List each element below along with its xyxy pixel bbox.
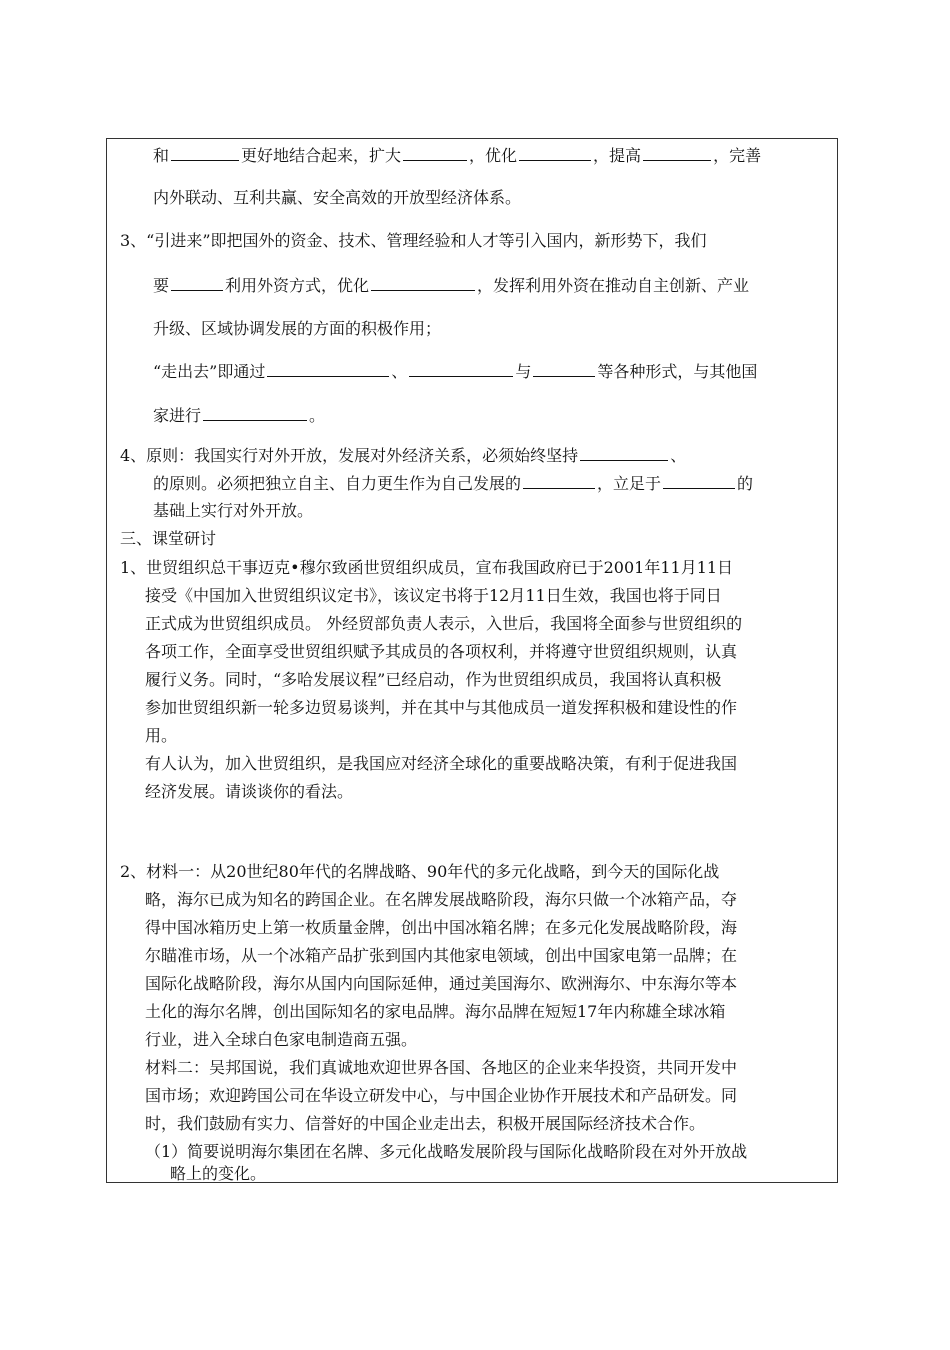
study1-line: 正式成为世贸组织成员。 外经贸部负责人表示，入世后，我国将全面参与世贸组织的 <box>145 614 743 633</box>
q3-line-3: 升级、区域协调发展的方面的积极作用； <box>153 319 442 338</box>
study1-line: 接受《中国加入世贸组织议定书》，该议定书将于12月11日生效，我国也将于同日 <box>145 586 722 605</box>
study2-line: 土化的海尔名牌，创出国际知名的家电品牌。海尔品牌在短短17年内称雄全球冰箱 <box>145 1002 726 1021</box>
blank[interactable] <box>267 360 389 377</box>
blank[interactable] <box>519 144 591 161</box>
blank[interactable] <box>403 144 467 161</box>
q3-line-4: “走出去”即通过 、 与 等各种形式，与其他国 <box>153 362 758 381</box>
study2-line: 尔瞄准市场，从一个冰箱产品扩张到国内其他家电领域，创出中国家电第一品牌；在 <box>145 946 738 965</box>
study2-line: 材料二：吴邦国说，我们真诚地欢迎世界各国、各地区的企业来华投资，共同开发中 <box>145 1058 738 1077</box>
blank[interactable] <box>171 274 223 291</box>
q3-line-2: 要 利用外资方式，优化 ，发挥利用外资在推动自主创新、产业 <box>153 276 750 295</box>
study2-line: 国际化战略阶段，海尔从国内向国际延伸，通过美国海尔、欧洲海尔、中东海尔等本 <box>145 974 738 993</box>
study1-line: 1、世贸组织总干事迈克•穆尔致函世贸组织成员，宣布我国政府已于2001年11月11日 <box>120 558 734 577</box>
study2-line: 时，我们鼓励有实力、信誉好的中国企业走出去，积极开展国际经济技术合作。 <box>145 1114 706 1133</box>
study2-line: 得中国冰箱历史上第一枚质量金牌，创出中国冰箱名牌；在多元化发展战略阶段，海 <box>145 918 738 937</box>
study1-line: 有人认为，加入世贸组织，是我国应对经济全球化的重要战略决策，有利于促进我国 <box>145 754 738 773</box>
study2-line: 略上的变化。 <box>170 1164 267 1183</box>
fill-line-2: 内外联动、互利共赢、安全高效的开放型经济体系。 <box>153 188 522 207</box>
study1-line: 经济发展。请谈谈你的看法。 <box>145 782 354 801</box>
blank[interactable] <box>663 472 735 489</box>
blank[interactable] <box>533 360 595 377</box>
q3-line-5: 家进行 。 <box>153 406 326 425</box>
study1-line: 参加世贸组织新一轮多边贸易谈判，并在其中与其他成员一道发挥积极和建设性的作 <box>145 698 738 717</box>
blank[interactable] <box>203 404 307 421</box>
fill-line-1: 和 更好地结合起来，扩大 ，优化 ，提高 ，完善 <box>153 146 762 165</box>
q4-line-2: 的原则。必须把独立自主、自力更生作为自己发展的 ，立足于 的 <box>153 474 754 493</box>
section-heading: 三、课堂研讨 <box>120 529 217 548</box>
blank[interactable] <box>171 144 239 161</box>
study1-line: 履行义务。同时，“多哈发展议程”已经启动，作为世贸组织成员，我国将认真积极 <box>145 670 722 689</box>
study2-line: 国市场；欢迎跨国公司在华设立研发中心，与中国企业协作开展技术和产品研发。同 <box>145 1086 738 1105</box>
study1-line: 各项工作，全面享受世贸组织赋予其成员的各项权利，并将遵守世贸组织规则，认真 <box>145 642 738 661</box>
blank[interactable] <box>580 444 668 461</box>
blank[interactable] <box>371 274 475 291</box>
q3-line-1: 3、“引进来”即把国外的资金、技术、管理经验和人才等引入国内，新形势下，我们 <box>120 231 707 250</box>
study1-line: 用。 <box>145 726 178 745</box>
blank[interactable] <box>643 144 711 161</box>
study2-line: （1）简要说明海尔集团在名牌、多元化战略发展阶段与国际化战略阶段在对外开放战 <box>145 1142 748 1161</box>
blank[interactable] <box>523 472 595 489</box>
study2-line: 略，海尔已成为知名的跨国企业。在名牌发展战略阶段，海尔只做一个冰箱产品，夺 <box>145 890 738 909</box>
study2-line: 2、材料一：从20世纪80年代的名牌战略、90年代的多元化战略，到今天的国际化战 <box>120 862 720 881</box>
study2-line: 行业，进入全球白色家电制造商五强。 <box>145 1030 418 1049</box>
blank[interactable] <box>409 360 513 377</box>
q4-line-1: 4、原则：我国实行对外开放，发展对外经济关系，必须始终坚持 、 <box>120 446 687 465</box>
q4-line-3: 基础上实行对外开放。 <box>153 501 314 520</box>
